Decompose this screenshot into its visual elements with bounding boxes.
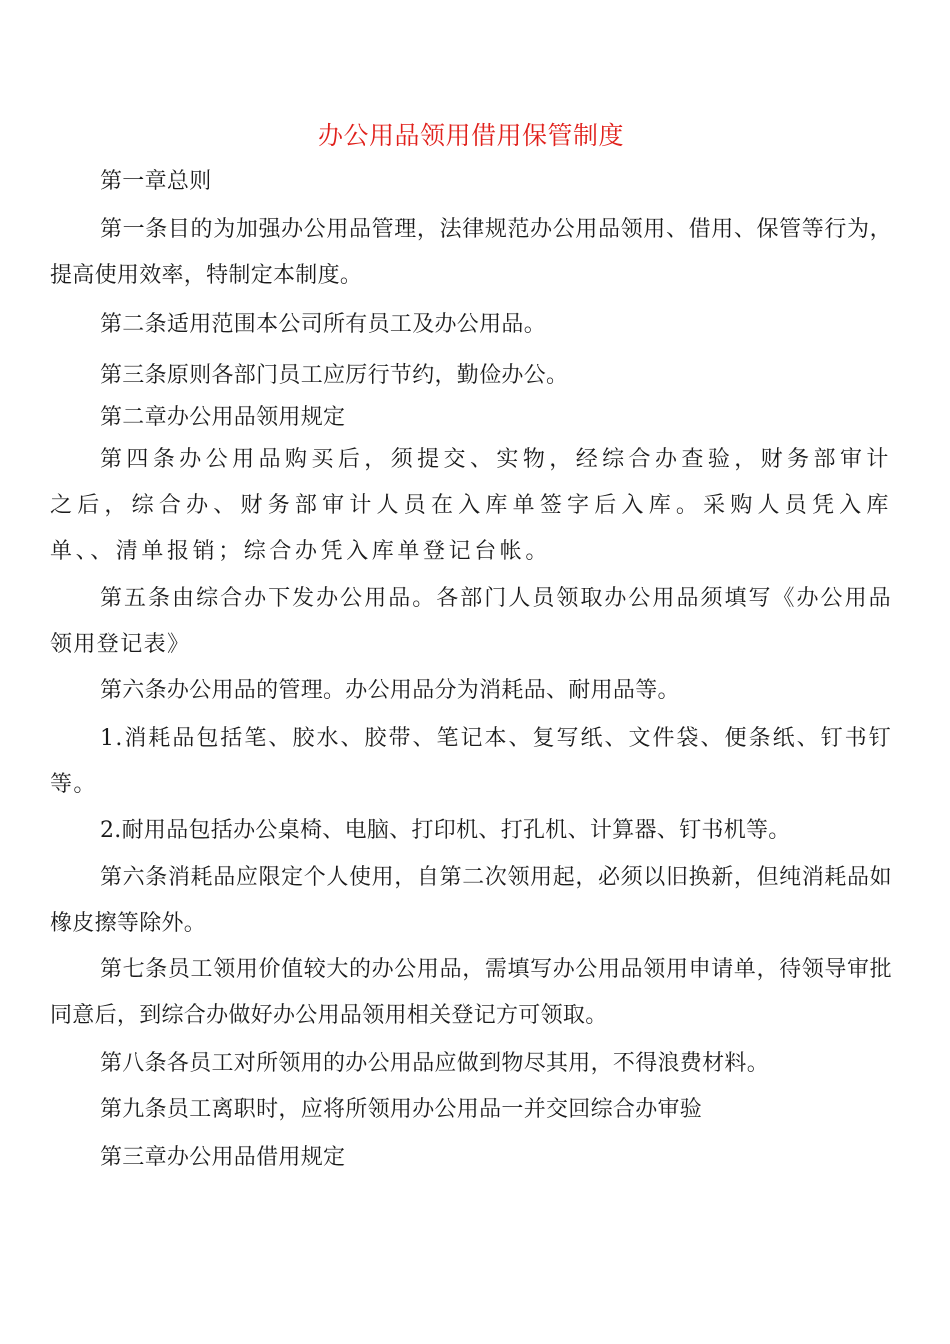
article-paragraph: 第九条员工离职时，应将所领用办公用品一并交回综合办审验 <box>100 1097 703 1122</box>
chapter-heading: 第二章办公用品领用规定 <box>100 405 346 430</box>
chapter-heading: 第三章办公用品借用规定 <box>100 1145 346 1170</box>
article-paragraph: 第七条员工领用价值较大的办公用品，需填写办公用品领用申请单，待领导审批同意后，到综合办做好办公用品领用相关登记方可领取。 <box>50 957 892 1028</box>
document-title: 办公用品领用借用保管制度 <box>317 121 624 150</box>
article-paragraph: 第二条适用范围本公司所有员工及办公用品。 <box>100 312 547 337</box>
list-item: 2.耐用品包括办公桌椅、电脑、打印机、打孔机、计算器、钉书机等。 <box>100 818 791 843</box>
article-paragraph: 第三条原则各部门员工应厉行节约，勤俭办公。 <box>100 363 569 388</box>
article-paragraph: 第五条由综合办下发办公用品。各部门人员领取办公用品须填写《办公用品领用登记表》 <box>50 586 892 657</box>
list-item: 1.消耗品包括笔、胶水、胶带、笔记本、复写纸、文件袋、便条纸、钉书钉等。 <box>50 726 892 797</box>
article-paragraph: 第六条消耗品应限定个人使用，自第二次领用起，必须以旧换新，但纯消耗品如橡皮擦等除外。 <box>50 865 892 936</box>
chapter-heading: 第一章总则 <box>100 169 212 194</box>
article-paragraph: 第四条办公用品购买后，须提交、实物，经综合办查验，财务部审计之后，综合办、财务部审计人员在入库单签字后入库。采购人员凭入库单、、清单报销；综合办凭入库单登记台帐。 <box>50 447 892 564</box>
article-paragraph: 第一条目的为加强办公用品管理，法律规范办公用品领用、借用、保管等行为，提高使用效率，特制定本制度。 <box>50 217 892 288</box>
article-paragraph: 第八条各员工对所领用的办公用品应做到物尽其用，不得浪费材料。 <box>100 1051 770 1076</box>
article-paragraph: 第六条办公用品的管理。办公用品分为消耗品、耐用品等。 <box>100 678 680 703</box>
